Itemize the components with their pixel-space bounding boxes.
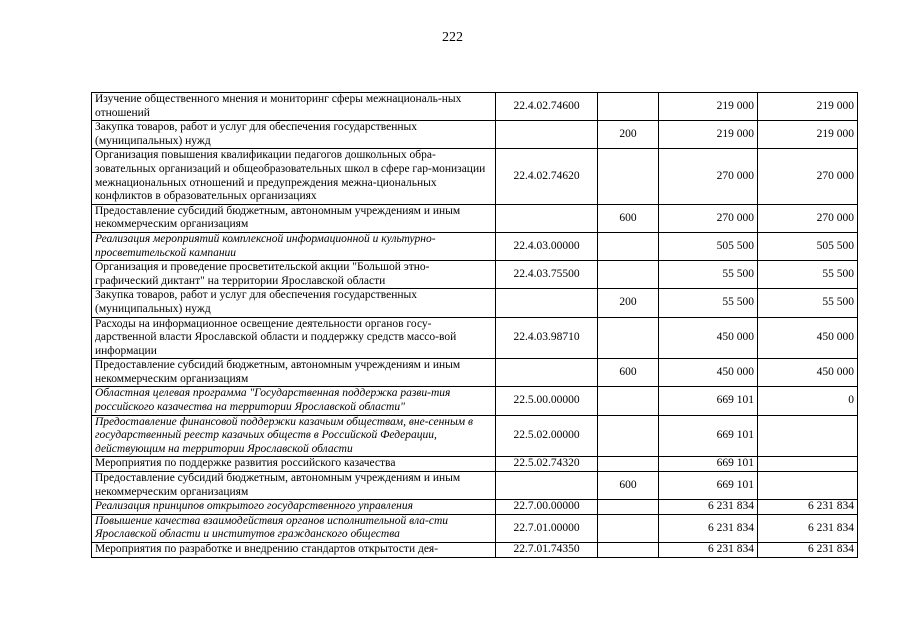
row-amount-year1-cell: 270 000 <box>659 149 758 204</box>
row-name-cell: Предоставление субсидий бюджетным, автономным учреждениям и иным некоммерческим организациям <box>92 359 496 387</box>
row-amount-year1-cell: 669 101 <box>659 415 758 457</box>
table-row <box>92 149 858 204</box>
row-amount-year1-cell: 55 500 <box>659 289 758 317</box>
table-row <box>92 121 858 149</box>
row-name-cell: Расходы на информационное освещение деятельности органов госу-дарственной власти Ярославской области и поддержку средств массо-вой информации <box>92 317 496 359</box>
row-name-cell: Мероприятия по разработке и внедрению стандартов открытости дея- <box>92 543 496 558</box>
row-expense-type-cell: 600 <box>598 472 659 500</box>
row-amount-year1-cell: 6 231 834 <box>659 543 758 558</box>
row-name-cell: Предоставление субсидий бюджетным, автономным учреждениям и иным некоммерческим организациям <box>92 472 496 500</box>
row-amount-year2-cell: 270 000 <box>758 149 858 204</box>
row-code-cell: 22.5.02.00000 <box>496 415 598 457</box>
budget-table <box>91 92 858 558</box>
table-row <box>92 317 858 359</box>
table-row <box>92 543 858 558</box>
row-code-cell: 22.7.00.00000 <box>496 500 598 515</box>
row-name-cell: Реализация принципов открытого государственного управления <box>92 500 496 515</box>
row-amount-year1-cell: 669 101 <box>659 457 758 472</box>
table-row <box>92 457 858 472</box>
row-code-cell: 22.5.02.74320 <box>496 457 598 472</box>
row-amount-year2-cell: 6 231 834 <box>758 500 858 515</box>
row-amount-year2-cell: 450 000 <box>758 359 858 387</box>
row-amount-year2-cell: 505 500 <box>758 232 858 260</box>
row-expense-type-cell <box>598 93 659 121</box>
row-name-cell: Предоставление субсидий бюджетным, автономным учреждениям и иным некоммерческим организациям <box>92 204 496 232</box>
row-amount-year1-cell: 669 101 <box>659 387 758 415</box>
row-code-cell <box>496 289 598 317</box>
row-amount-year1-cell: 270 000 <box>659 204 758 232</box>
row-amount-year1-cell: 55 500 <box>659 261 758 289</box>
row-expense-type-cell <box>598 500 659 515</box>
row-code-cell: 22.4.03.75500 <box>496 261 598 289</box>
row-expense-type-cell <box>598 514 659 542</box>
row-code-cell <box>496 121 598 149</box>
page-number: 222 <box>442 30 463 45</box>
row-code-cell: 22.4.02.74620 <box>496 149 598 204</box>
row-amount-year2-cell: 55 500 <box>758 289 858 317</box>
row-amount-year2-cell: 450 000 <box>758 317 858 359</box>
table-row <box>92 514 858 542</box>
table-row <box>92 289 858 317</box>
row-expense-type-cell <box>598 317 659 359</box>
table-row <box>92 415 858 457</box>
row-name-cell: Закупка товаров, работ и услуг для обеспечения государственных (муниципальных) нужд <box>92 121 496 149</box>
row-amount-year1-cell: 505 500 <box>659 232 758 260</box>
row-expense-type-cell: 600 <box>598 359 659 387</box>
row-amount-year2-cell <box>758 472 858 500</box>
row-amount-year1-cell: 669 101 <box>659 472 758 500</box>
table-row <box>92 204 858 232</box>
row-expense-type-cell <box>598 232 659 260</box>
row-amount-year2-cell: 55 500 <box>758 261 858 289</box>
row-name-cell: Закупка товаров, работ и услуг для обеспечения государственных (муниципальных) нужд <box>92 289 496 317</box>
row-code-cell: 22.4.03.00000 <box>496 232 598 260</box>
row-code-cell: 22.7.01.00000 <box>496 514 598 542</box>
table-row <box>92 261 858 289</box>
row-code-cell <box>496 359 598 387</box>
row-amount-year1-cell: 450 000 <box>659 359 758 387</box>
row-code-cell: 22.5.00.00000 <box>496 387 598 415</box>
budget-table-body <box>92 93 858 558</box>
row-amount-year2-cell: 6 231 834 <box>758 514 858 542</box>
row-name-cell: Предоставление финансовой поддержки казачьим обществам, вне-сенным в государственный реестр казачьих обществ в Российской Федерации, действующим на территории Ярославской области <box>92 415 496 457</box>
row-name-cell: Мероприятия по поддержке развития российского казачества <box>92 457 496 472</box>
table-row <box>92 93 858 121</box>
row-amount-year2-cell: 219 000 <box>758 121 858 149</box>
row-amount-year2-cell: 270 000 <box>758 204 858 232</box>
row-expense-type-cell: 600 <box>598 204 659 232</box>
table-row <box>92 472 858 500</box>
row-expense-type-cell <box>598 457 659 472</box>
row-code-cell <box>496 472 598 500</box>
row-amount-year2-cell <box>758 415 858 457</box>
table-row <box>92 387 858 415</box>
table-row <box>92 232 858 260</box>
row-name-cell: Изучение общественного мнения и мониторинг сферы межнациональ-ных отношений <box>92 93 496 121</box>
row-expense-type-cell <box>598 415 659 457</box>
table-row <box>92 359 858 387</box>
row-code-cell: 22.4.02.74600 <box>496 93 598 121</box>
row-name-cell: Организация и проведение просветительской акции "Большой этно-графический диктант" на территории Ярославской области <box>92 261 496 289</box>
row-amount-year1-cell: 219 000 <box>659 121 758 149</box>
row-amount-year1-cell: 219 000 <box>659 93 758 121</box>
row-amount-year2-cell: 0 <box>758 387 858 415</box>
row-expense-type-cell <box>598 149 659 204</box>
row-amount-year1-cell: 450 000 <box>659 317 758 359</box>
row-amount-year2-cell: 219 000 <box>758 93 858 121</box>
row-amount-year1-cell: 6 231 834 <box>659 514 758 542</box>
row-expense-type-cell <box>598 261 659 289</box>
row-name-cell: Повышение качества взаимодействия органов исполнительной вла-сти Ярославской области и институтов гражданского общества <box>92 514 496 542</box>
row-amount-year2-cell: 6 231 834 <box>758 543 858 558</box>
table-row <box>92 500 858 515</box>
row-code-cell <box>496 204 598 232</box>
row-code-cell: 22.4.03.98710 <box>496 317 598 359</box>
row-expense-type-cell <box>598 543 659 558</box>
row-expense-type-cell: 200 <box>598 289 659 317</box>
row-expense-type-cell <box>598 387 659 415</box>
row-name-cell: Реализация мероприятий комплексной информационной и культурно-просветительской кампании <box>92 232 496 260</box>
row-code-cell: 22.7.01.74350 <box>496 543 598 558</box>
row-amount-year1-cell: 6 231 834 <box>659 500 758 515</box>
row-expense-type-cell: 200 <box>598 121 659 149</box>
row-amount-year2-cell <box>758 457 858 472</box>
row-name-cell: Областная целевая программа "Государственная поддержка разви-тия российского казачества на территории Ярославской области" <box>92 387 496 415</box>
row-name-cell: Организация повышения квалификации педагогов дошкольных обра-зовательных организаций и общеобразовательных школ в сфере гар-монизации межнациональных отношений и предупреждения межна-циональных конфликтов в образовательных организациях <box>92 149 496 204</box>
